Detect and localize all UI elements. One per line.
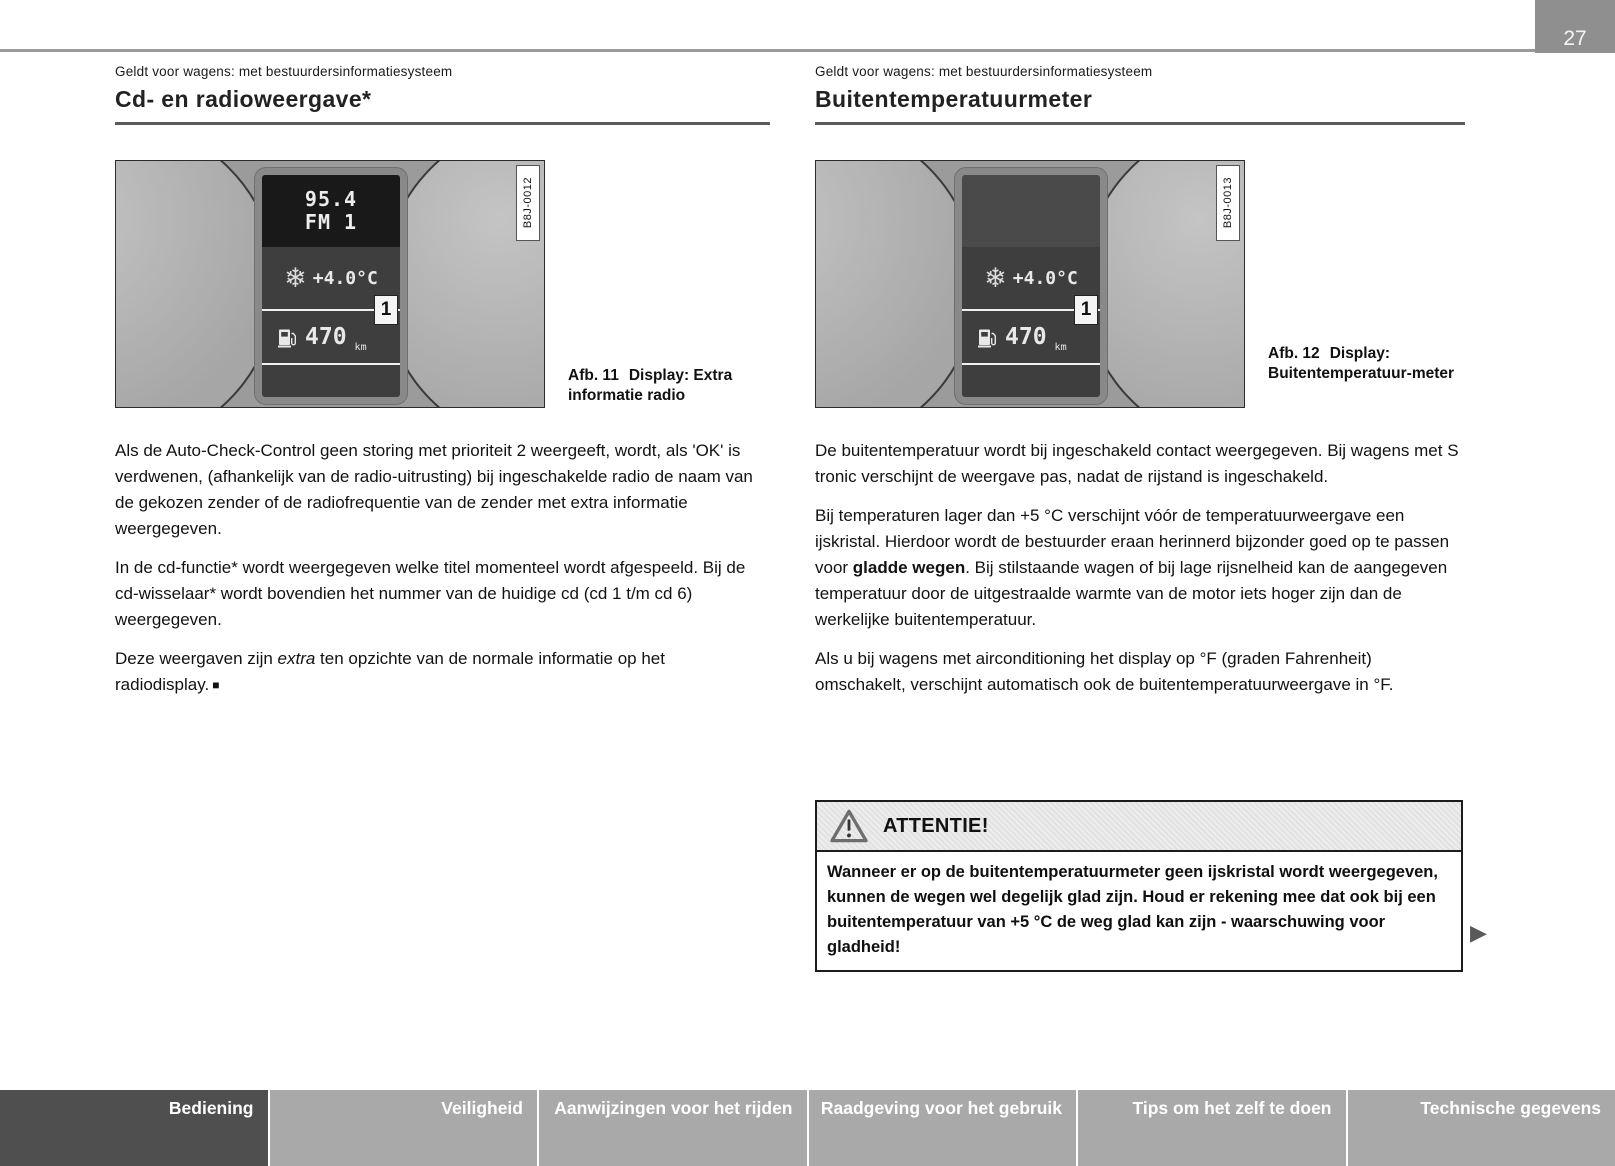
range-block bbox=[262, 299, 400, 363]
temperature-value: +4.0°C bbox=[312, 267, 378, 289]
tab-tips-om-het-zelf-te-doen[interactable]: Tips om het zelf te doen bbox=[1076, 1090, 1346, 1166]
warning-triangle-icon bbox=[830, 809, 868, 843]
cd-number-indicator: 1 bbox=[374, 295, 398, 325]
display-bottom-block bbox=[962, 365, 1100, 397]
driver-info-display bbox=[955, 168, 1107, 404]
driver-info-display bbox=[255, 168, 407, 404]
figure-caption-text: Display: Buitentemperatuur-meter bbox=[1268, 345, 1455, 382]
gauge-circle-left bbox=[115, 160, 278, 408]
bold-phrase: gladde wegen bbox=[852, 558, 966, 577]
figure-reference-label: B8J-0012 bbox=[516, 165, 540, 241]
continuation-arrow-icon: ▶ bbox=[1470, 920, 1487, 945]
warning-title: ATTENTIE! bbox=[883, 814, 989, 837]
cd-number-indicator: 1 bbox=[1074, 295, 1098, 325]
snowflake-icon: ❄ bbox=[284, 262, 307, 293]
range-value: 470 bbox=[305, 324, 347, 350]
snowflake-icon: ❄ bbox=[984, 262, 1007, 293]
right-title-rule bbox=[815, 122, 1465, 125]
warning-body-text: Wanneer er op de buitentemperatuurmeter geen ijskristal wordt weergegeven, kunnen de wegen wel degelijk glad zijn. Houd er rekening mee dat ook bij een buitentemperatuur van +5 °C de weg glad kan zijn - waarschuwing voor gladheid! bbox=[827, 863, 1438, 956]
temperature-value: +4.0°C bbox=[1012, 267, 1078, 289]
range-unit: km bbox=[354, 342, 367, 353]
right-body-text bbox=[815, 438, 1465, 711]
left-body-text bbox=[115, 438, 770, 711]
range-unit: km bbox=[1054, 342, 1067, 353]
range-value: 470 bbox=[1005, 324, 1047, 350]
figure-caption-radio bbox=[568, 366, 763, 406]
tab-veiligheid[interactable]: Veiligheid bbox=[268, 1090, 538, 1166]
figure-radio-display bbox=[115, 160, 545, 408]
tab-bediening[interactable]: Bediening bbox=[0, 1090, 268, 1166]
tab-aanwijzingen-voor-het-rijden[interactable]: Aanwijzingen voor het rijden bbox=[537, 1090, 807, 1166]
figure-temperature-display bbox=[815, 160, 1245, 408]
left-section-title: Cd- en radioweergave* bbox=[115, 86, 372, 112]
radio-frequency: 95.4 bbox=[304, 187, 358, 211]
figure-number: Afb. 12 bbox=[1268, 345, 1320, 362]
figure-caption-temperature bbox=[1268, 344, 1463, 384]
figure-number: Afb. 11 bbox=[568, 367, 619, 384]
page-number-badge: 27 bbox=[1535, 0, 1615, 53]
radio-band: FM 1 bbox=[304, 210, 358, 234]
figure-caption-text: Display: Extra informatie radio bbox=[568, 367, 733, 404]
paragraph: De buitentemperatuur wordt bij ingeschakeld contact weergegeven. Bij wagens met S tronic verschijnt de weergave pas, nadat de rijstand is ingeschakeld. bbox=[815, 441, 1459, 486]
display-bottom-block bbox=[262, 365, 400, 397]
empty-top-block bbox=[962, 175, 1100, 247]
warning-header bbox=[817, 802, 1461, 852]
left-eyebrow-text: Geldt voor wagens: met bestuurdersinformatiesysteem bbox=[115, 64, 453, 79]
right-section-header bbox=[815, 64, 1465, 125]
left-title-rule bbox=[115, 122, 770, 125]
right-eyebrow-text: Geldt voor wagens: met bestuurdersinformatiesysteem bbox=[815, 64, 1153, 79]
right-section-title: Buitentemperatuurmeter bbox=[815, 86, 1093, 112]
section-end-marker: ■ bbox=[212, 678, 220, 692]
paragraph: Als de Auto-Check-Control geen storing met prioriteit 2 weergeeft, wordt, als 'OK' is verdwenen, (afhankelijk van de radio-uitrusting) bij ingeschakelde radio de naam van de gekozen zender of de radiofrequentie van de zender met extra informatie weergegeven. bbox=[115, 441, 753, 538]
radio-info-block bbox=[262, 175, 400, 247]
gauge-circle-left bbox=[815, 160, 978, 408]
paragraph: Als u bij wagens met airconditioning het display op °F (graden Fahrenheit) omschakelt, verschijnt automatisch ook de buitentemperatuurweergave in °F. bbox=[815, 649, 1394, 694]
emphasized-word: extra bbox=[277, 649, 316, 668]
paragraph: Deze weergaven zijn extra ten opzichte van de normale informatie op het radiodisplay. ■ bbox=[115, 649, 665, 694]
fuel-pump-icon bbox=[978, 327, 997, 348]
bottom-section-tabs bbox=[0, 1090, 1615, 1166]
header-rule bbox=[0, 49, 1615, 52]
left-section-header bbox=[115, 64, 770, 125]
paragraph: Bij temperaturen lager dan +5 °C verschijnt vóór de temperatuurweergave een ijskristal. Hierdoor wordt de bestuurder eraan herinnerd bijzonder goed op te passen voor gladde wegen. Bij stilstaande wagen of bij lage rijsnelheid kan de aangegeven temperatuur door de uitgestraalde warmte van de motor iets hoger zijn dan de werkelijke buitentemperatuur. bbox=[815, 506, 1450, 629]
tab-technische-gegevens[interactable]: Technische gegevens bbox=[1346, 1090, 1615, 1166]
attention-warning-box bbox=[815, 800, 1463, 972]
fuel-pump-icon bbox=[278, 327, 297, 348]
figure-reference-label: B8J-0013 bbox=[1216, 165, 1240, 241]
range-block bbox=[962, 299, 1100, 363]
paragraph: In de cd-functie* wordt weergegeven welke titel momenteel wordt afgespeeld. Bij de cd-wisselaar* wordt bovendien het nummer van de huidige cd (cd 1 t/m cd 6) weergegeven. bbox=[115, 558, 746, 629]
tab-raadgeving-voor-het-gebruik[interactable]: Raadgeving voor het gebruik bbox=[807, 1090, 1077, 1166]
